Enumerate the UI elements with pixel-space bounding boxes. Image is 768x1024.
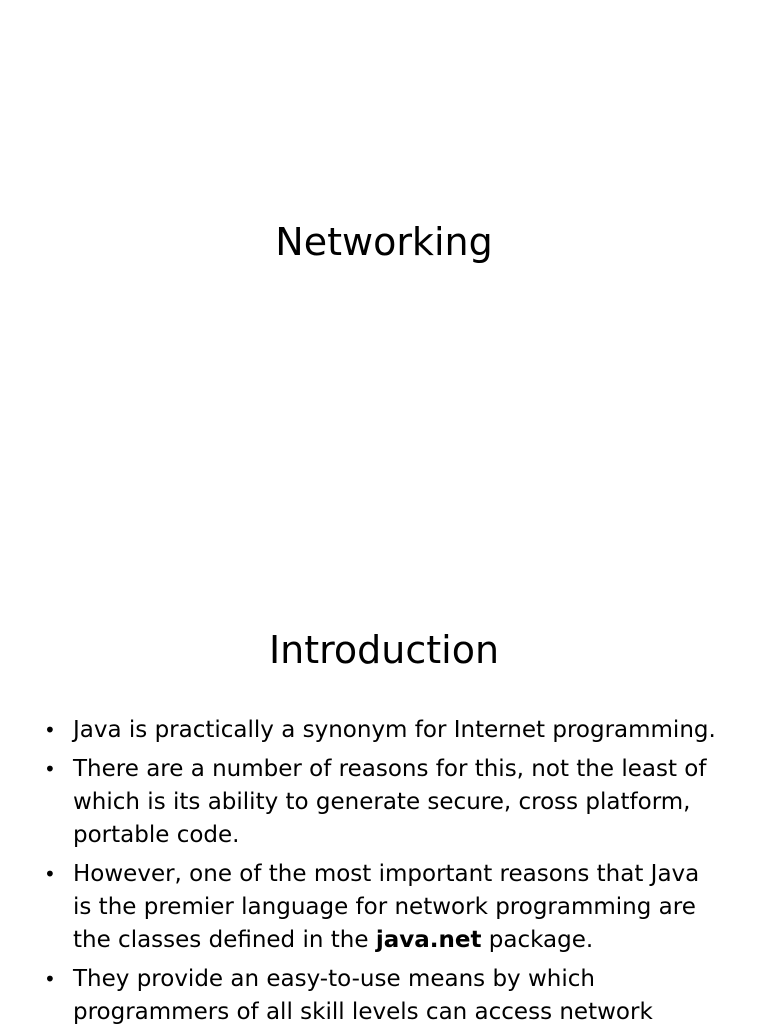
bullet-list	[44, 714, 724, 1024]
bullet-item	[44, 714, 724, 747]
bullet-icon: •	[44, 718, 56, 742]
bullet-icon: •	[44, 757, 56, 781]
bullet-text: They provide an easy-to-use means by which programmers of all skill levels can access network	[73, 966, 653, 1024]
slide-title: Introduction	[268, 628, 500, 672]
bullet-text: Java is practically a synonym for Internet programming.	[73, 717, 716, 743]
bullet-icon: •	[44, 967, 56, 991]
bullet-text-part: package.	[481, 927, 594, 953]
slide-introduction	[0, 576, 768, 1024]
bullet-icon: •	[44, 862, 56, 886]
slide-title: Networking	[275, 220, 493, 264]
bullet-text: There are a number of reasons for this, not the least of which is its ability to generate secure, cross platform, portable code.	[73, 756, 707, 848]
bullet-text	[73, 861, 699, 953]
bullet-text-part: However, one of the most important reasons that Java is the premier language for network programming are the classes defined in the	[73, 861, 700, 953]
bullet-item	[44, 858, 724, 957]
package-name: java.net	[375, 927, 482, 953]
bullet-item	[44, 753, 724, 852]
bullet-item	[44, 963, 724, 1024]
